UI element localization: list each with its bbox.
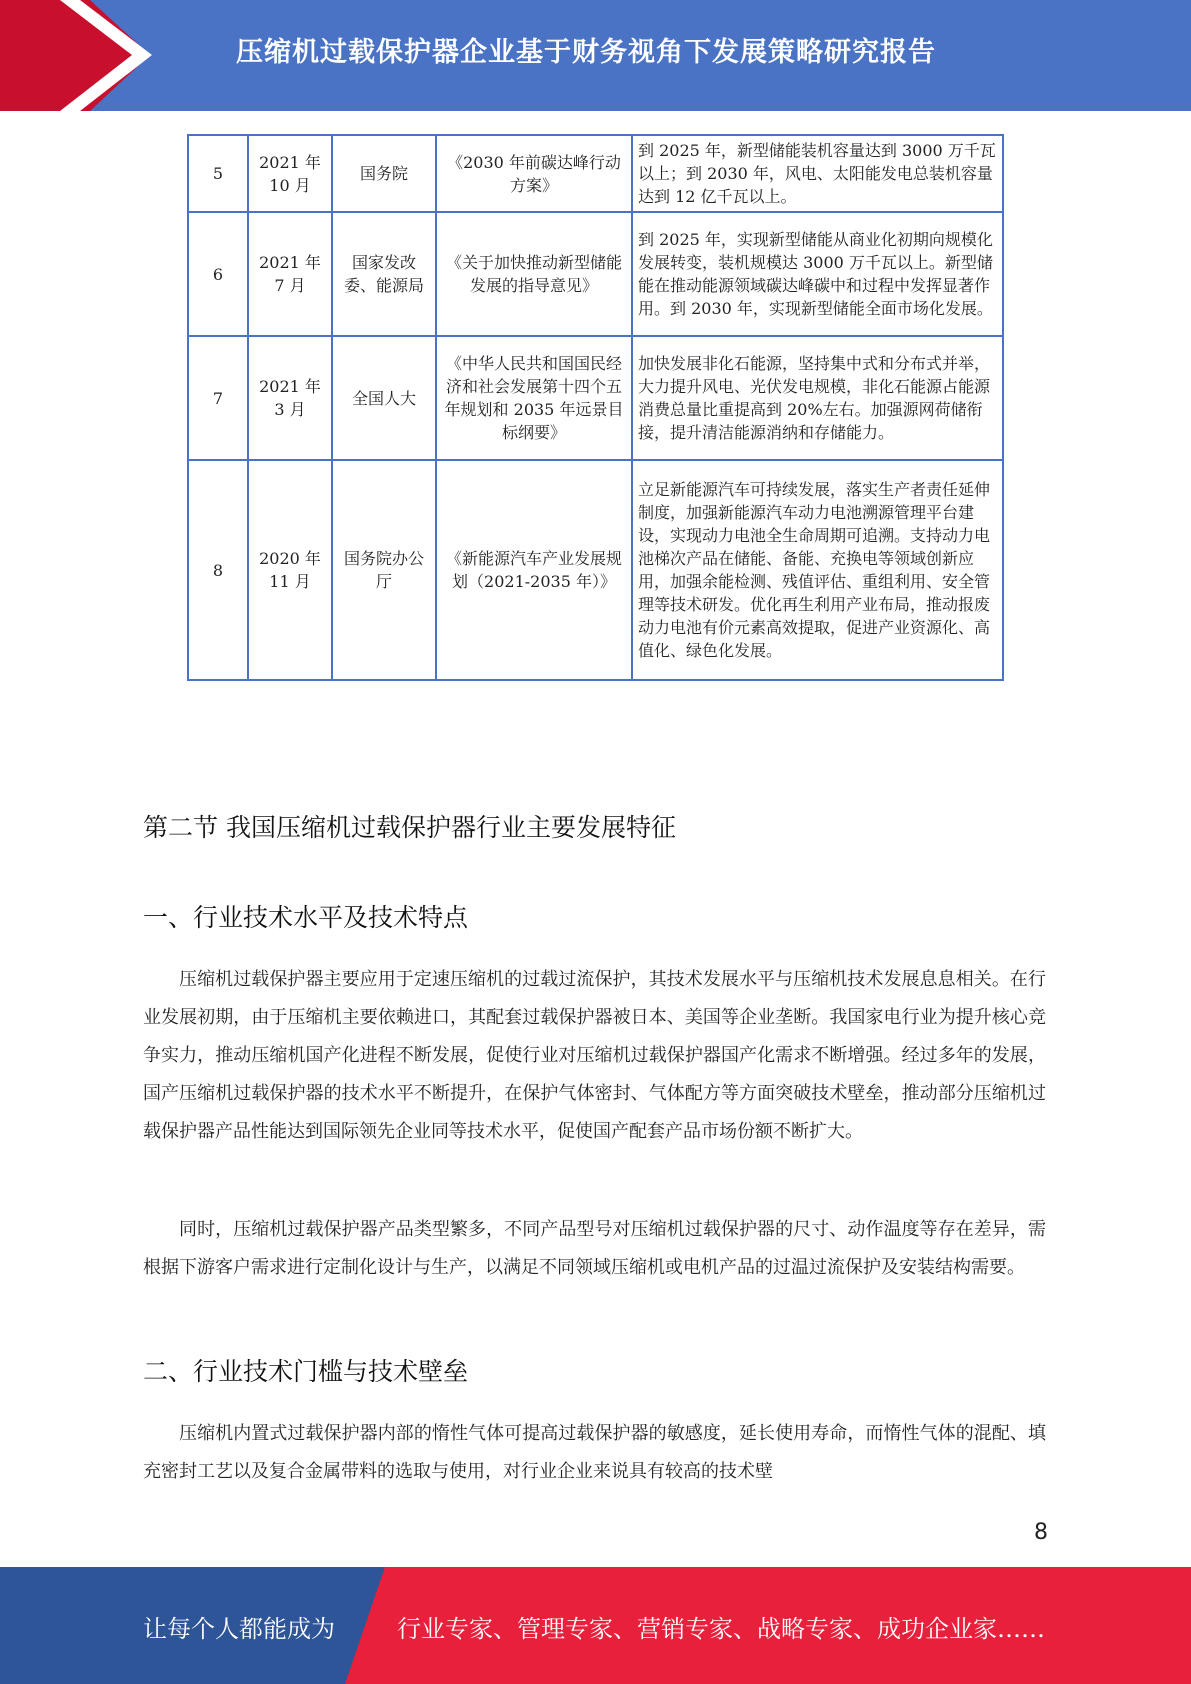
- row-department: 全国人大: [332, 336, 436, 460]
- row-department: 国务院办公厅: [332, 460, 436, 680]
- row-content: 到 2025 年，实现新型储能从商业化初期向规模化发展转变，装机规模达 3000 万千瓦以上。新型储能在推动能源领域碳达峰碳中和过程中发挥显著作用。到 2030 年，实现新型储能全面市场化发展。: [632, 212, 1003, 336]
- report-title: 压缩机过载保护器企业基于财务视角下发展策略研究报告: [236, 37, 936, 68]
- page-footer: [0, 1567, 1191, 1684]
- row-content: 到 2025 年，新型储能装机容量达到 3000 万千瓦以上；到 2030 年，风电、太阳能发电总装机容量达到 12 亿千瓦以上。: [632, 135, 1003, 212]
- page-number: 8: [1034, 1520, 1048, 1545]
- row-date: 2021 年 3 月: [248, 336, 332, 460]
- page-header: [0, 0, 1191, 111]
- row-document: 《2030 年前碳达峰行动方案》: [436, 135, 632, 212]
- table-row: [188, 212, 1003, 336]
- row-date: 2020 年 11 月: [248, 460, 332, 680]
- row-number: 7: [188, 336, 248, 460]
- policy-table: [187, 134, 1004, 681]
- row-content: 立足新能源汽车可持续发展，落实生产者责任延伸制度，加强新能源汽车动力电池溯源管理平台建设，实现动力电池全生命周期可追溯。支持动力电池梯次产品在储能、备能、充换电等领域创新应用，加强余能检测、残值评估、重组利用、安全管理等技术研发。优化再生利用产业布局，推动报废动力电池有价元素高效提取，促进产业资源化、高值化、绿色化发展。: [632, 460, 1003, 680]
- header-red-arrow: [0, 0, 150, 111]
- row-date: 2021 年 7 月: [248, 212, 332, 336]
- row-document: 《新能源汽车产业发展规划（2021-2035 年）》: [436, 460, 632, 680]
- row-content: 加快发展非化石能源，坚持集中式和分布式并举，大力提升风电、光伏发电规模，非化石能源占能源消费总量比重提高到 20%左右。加强源网荷储衔接，提升清洁能源消纳和存储能力。: [632, 336, 1003, 460]
- subsection-title: 二、行业技术门槛与技术壁垒: [143, 1357, 469, 1386]
- paragraph: 压缩机过载保护器主要应用于定速压缩机的过载过流保护，其技术发展水平与压缩机技术发展息息相关。在行业发展初期，由于压缩机主要依赖进口，其配套过载保护器被日本、美国等企业垄断。我国家电行业为提升核心竞争实力，推动压缩机国产化进程不断发展，促使行业对压缩机过载保护器国产化需求不断增强。经过多年的发展，国产压缩机过载保护器的技术水平不断提升，在保护气体密封、气体配方等方面突破技术壁垒，推动部分压缩机过载保护器产品性能达到国际领先企业同等技术水平，促使国产配套产品市场份额不断扩大。: [143, 969, 1046, 1142]
- row-number: 6: [188, 212, 248, 336]
- row-department: 国务院: [332, 135, 436, 212]
- row-number: 8: [188, 460, 248, 680]
- footer-slogan-left: 让每个人都能成为: [143, 1615, 335, 1643]
- table-row: [188, 460, 1003, 680]
- table-row: [188, 135, 1003, 212]
- row-document: 《中华人民共和国国民经济和社会发展第十四个五年规划和 2035 年远景目标纲要》: [436, 336, 632, 460]
- section-title: 第二节 我国压缩机过载保护器行业主要发展特征: [143, 813, 676, 842]
- row-department: 国家发改委、能源局: [332, 212, 436, 336]
- row-document: 《关于加快推动新型储能发展的指导意见》: [436, 212, 632, 336]
- row-date: 2021 年 10 月: [248, 135, 332, 212]
- table-row: [188, 336, 1003, 460]
- paragraph: 同时，压缩机过载保护器产品类型繁多，不同产品型号对压缩机过载保护器的尺寸、动作温度等存在差异，需根据下游客户需求进行定制化设计与生产，以满足不同领域压缩机或电机产品的过温过流保护及安装结构需要。: [143, 1219, 1046, 1278]
- footer-slogan-right: 行业专家、管理专家、营销专家、战略专家、成功企业家……: [397, 1615, 1045, 1643]
- subsection-title: 一、行业技术水平及技术特点: [143, 903, 469, 932]
- row-number: 5: [188, 135, 248, 212]
- paragraph: 压缩机内置式过载保护器内部的惰性气体可提高过载保护器的敏感度，延长使用寿命，而惰性气体的混配、填充密封工艺以及复合金属带料的选取与使用，对行业企业来说具有较高的技术壁: [143, 1423, 1046, 1482]
